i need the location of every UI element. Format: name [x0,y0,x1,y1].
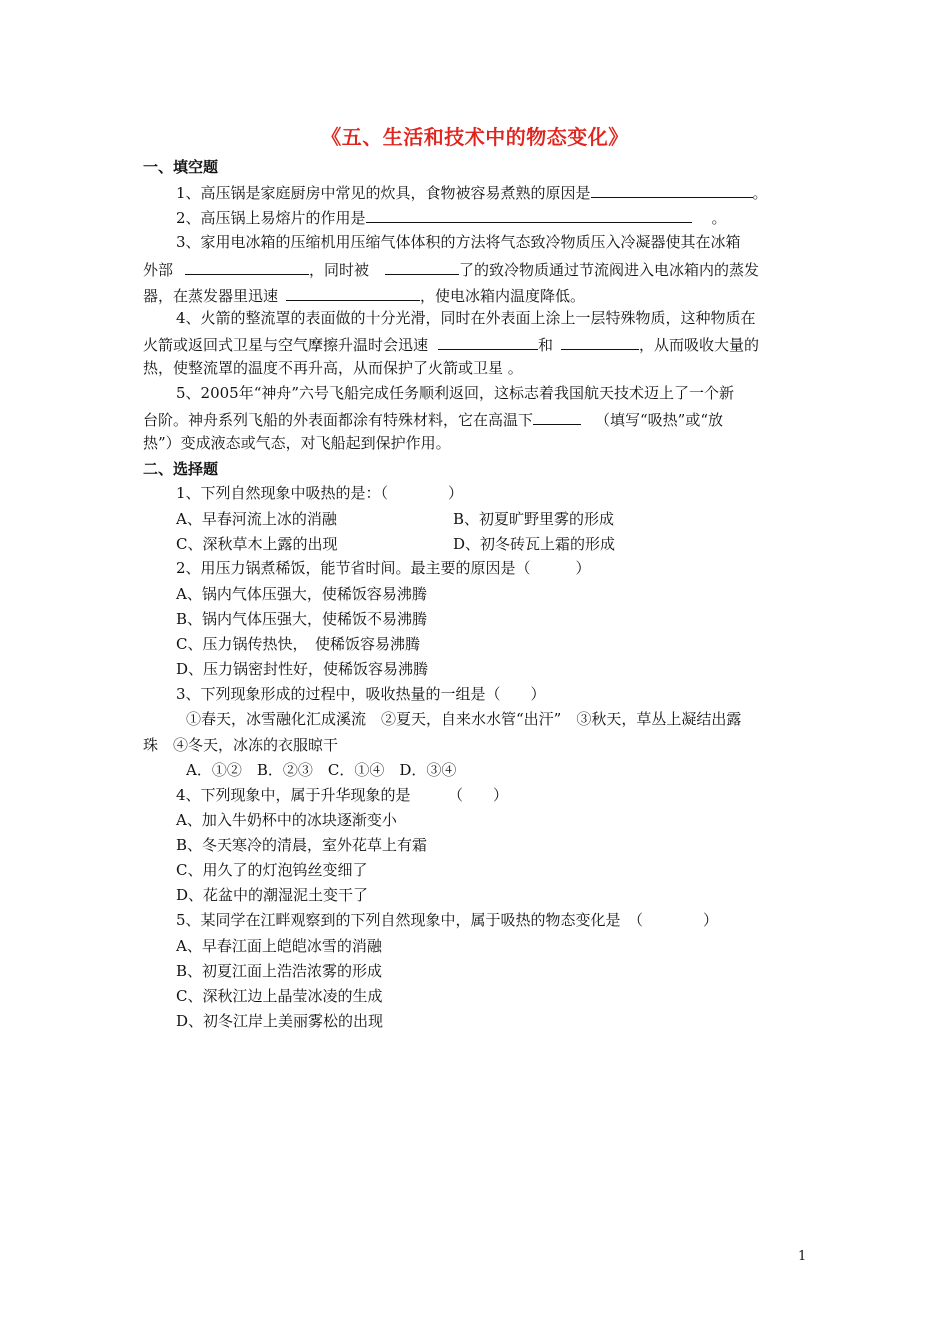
choice-option: A、早春江面上皑皑冰雪的消融 [176,937,382,955]
answer-blank [591,182,753,198]
choice-option: B、锅内气体压强大，使稀饭不易沸腾 [176,610,428,628]
choice-question-3-stem: 3、下列现象形成的过程中，吸收热量的一组是（ ） [176,685,546,703]
fill-question-3-line-1: 3、家用电冰箱的压缩机用压缩气体体积的方法将气态致冷物质压入冷凝器使其在冰箱 [176,233,741,251]
choice-option: C、用久了的灯泡钨丝变细了 [176,861,368,879]
answer-blank [438,334,538,350]
choice-option: D、花盆中的潮湿泥土变干了 [176,886,369,904]
section-heading-multiple-choice: 二、选择题 [143,460,219,478]
fill-question-2: 2、高压锅上易熔片的作用是 。 [176,209,727,227]
page-number: 1 [798,1249,807,1264]
choice-option: C、深秋江边上晶莹冰凌的生成 [176,987,383,1005]
choice-option: D、压力锅密封性好，使稀饭容易沸腾 [176,660,429,678]
choice-question-4-stem: 4、下列现象中，属于升华现象的是 （ ） [176,786,509,804]
choice-option: A、早春河流上冰的消融 [176,510,337,528]
choice-option: D、初冬砖瓦上霜的形成 [453,535,616,553]
answer-blank [185,259,309,275]
answer-blank [561,334,639,350]
page-title: 《五、生活和技术中的物态变化》 [321,125,629,149]
answer-blank [286,285,420,301]
answer-blank [366,207,692,223]
choice-option: C、深秋草木上露的出现 [176,535,338,553]
choice-question-3-line-2: 珠 ④冬天，冰冻的衣服晾干 [143,736,339,754]
choice-question-3-options: A．①② B．②③ C．①④ D．③④ [186,761,457,779]
choice-question-5-stem: 5、某同学在江畔观察到的下列自然现象中，属于吸热的物态变化是 （ ） [176,911,719,929]
answer-blank [533,409,581,425]
fill-question-4-line-2: 火箭或返回式卫星与空气摩擦升温时会迅速 和 ，从而吸收大量的 [143,336,760,354]
answer-blank [385,259,459,275]
fill-question-1: 1、高压锅是家庭厨房中常见的炊具，食物被容易煮熟的原因是 。 [176,184,768,202]
choice-option: B、初夏江面上浩浩浓雾的形成 [176,962,383,980]
section-heading-fill-blank: 一、填空题 [143,158,219,176]
fill-question-5-line-2: 台阶。神舟系列飞船的外表面都涂有特殊材料，它在高温下 （填写“吸热”或“放 [143,411,724,429]
choice-question-1-stem: 1、下列自然现象中吸热的是：（ ） [176,484,464,502]
fill-question-4-line-3: 热，使整流罩的温度不再升高，从而保护了火箭或卫星 。 [143,359,523,377]
choice-option: A、锅内气体压强大，使稀饭容易沸腾 [176,585,427,603]
fill-question-4-line-1: 4、火箭的整流罩的表面做的十分光滑，同时在外表面上涂上一层特殊物质，这种物质在 [176,309,756,327]
fill-question-3-line-2: 外部 ，同时被 了的致冷物质通过节流阀进入电冰箱内的蒸发 [143,261,760,279]
choice-option: D、初冬江岸上美丽雾松的出现 [176,1012,384,1030]
choice-question-3-line-1: ①春天，冰雪融化汇成溪流 ②夏天，自来水水管“出汗” ③秋天，草丛上凝结出露 [186,710,742,728]
choice-option: B、冬天寒冷的清晨，室外花草上有霜 [176,836,428,854]
fill-question-5-line-3: 热”）变成液态或气态，对飞船起到保护作用。 [143,434,451,452]
choice-question-2-stem: 2、用压力锅煮稀饭，能节省时间。最主要的原因是（ ） [176,559,591,577]
choice-option: A、加入牛奶杯中的冰块逐渐变小 [176,811,397,829]
fill-question-5-line-1: 5、2005年“神舟”六号飞船完成任务顺利返回，这标志着我国航天技术迈上了一个新 [176,384,735,402]
fill-question-3-line-3: 器，在蒸发器里迅速 ，使电冰箱内温度降低。 [143,287,586,305]
choice-option: C、压力锅传热快， 使稀饭容易沸腾 [176,635,420,653]
choice-option: B、初夏旷野里雾的形成 [453,510,615,528]
